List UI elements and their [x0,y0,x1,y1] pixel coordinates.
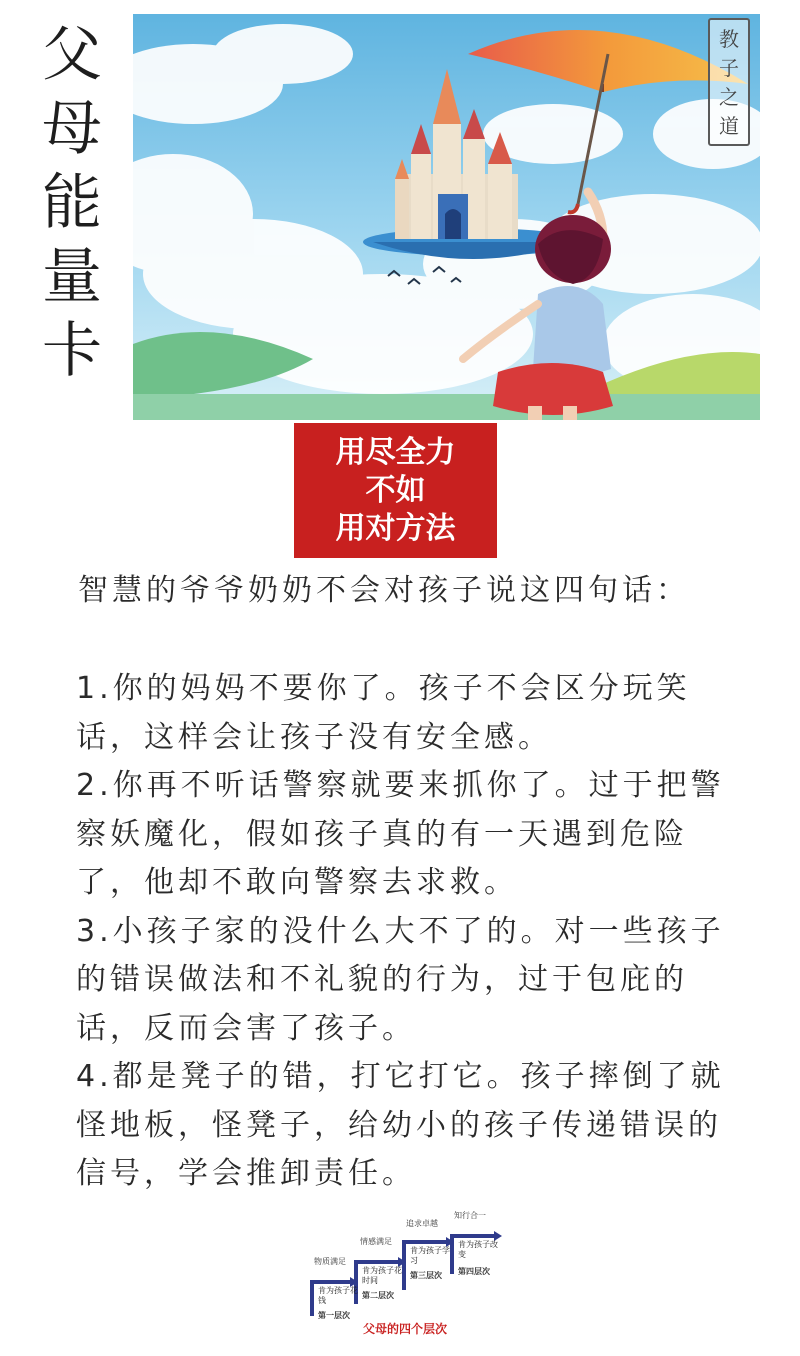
paragraph: 3.小孩子家的没什么大不了的。对一些孩子的错误做法和不礼貌的行为，过于包庇的话，反而会害了孩子。 [76,913,725,1046]
seal-char: 道 [719,113,739,138]
article-body [76,665,726,1199]
step-level: 第一层次 [318,1311,350,1320]
seal-char: 子 [719,55,739,80]
banner-line: 不如 [365,472,426,508]
step-top-label: 追求卓越 [406,1219,438,1228]
banner-line: 用尽全力 [335,434,456,470]
intro-text: 智慧的爷爷奶奶不会对孩子说这四句话： [78,573,690,608]
title-char: 父 [42,20,102,90]
step-top-label: 知行合一 [454,1211,486,1220]
page-title [40,18,104,388]
title-char: 量 [42,242,102,312]
step-box: 肯为孩子花钱 [318,1286,358,1305]
step-box: 肯为孩子改变 [458,1240,498,1259]
step-level: 第三层次 [410,1271,442,1280]
step-box: 肯为孩子花时间 [362,1266,402,1285]
seal-char: 之 [719,84,739,109]
diagram-title: 父母的四个层次 [362,1322,447,1336]
step-top-label: 物质满足 [314,1257,346,1266]
step-box: 肯为孩子学习 [410,1246,450,1265]
illustration-svg [133,14,760,420]
hero-illustration [133,14,760,420]
paragraph: 4.都是凳子的错，打它打它。孩子摔倒了就怪地板，怪凳子，给幼小的孩子传递错误的信号，学会推卸责任。 [76,1059,725,1191]
paragraph: 2.你再不听话警察就要来抓你了。过于把警察妖魔化，假如孩子真的有一天遇到危险了，他却不敢向警察去求救。 [76,768,725,900]
red-banner [294,423,497,558]
title-char: 卡 [42,316,102,386]
seal-char: 教 [719,26,739,51]
title-char: 能 [42,168,102,238]
title-char: 母 [42,94,102,164]
paragraph: 1.你的妈妈不要你了。孩子不会区分玩笑话，这样会让孩子没有安全感。 [76,671,691,755]
banner-line: 用对方法 [335,510,456,546]
step-level: 第二层次 [362,1291,394,1300]
step-level: 第四层次 [458,1267,490,1276]
step-top-label: 情感满足 [360,1237,392,1246]
seal-stamp [708,18,750,146]
